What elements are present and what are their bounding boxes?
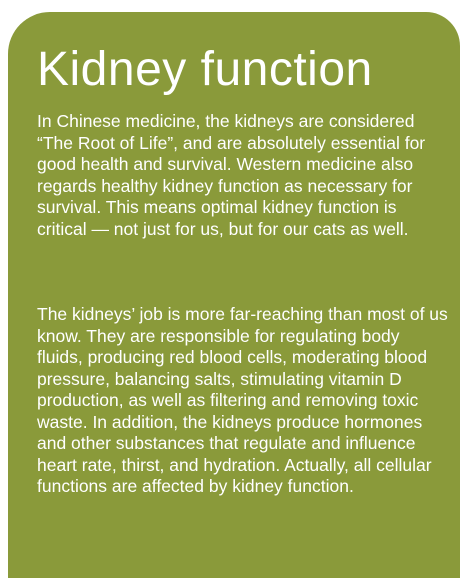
paragraph-kidney-jobs: The kidneys’ job is more far-reaching than most of us know. They are responsible for regulating body fluids, producing red blood cells, moderating blood pressure, balancing salts, stimulating vitamin D production, as well as filtering and removing toxic waste. In addition, the kidneys produce hormones and other substances that regulate and influence heart rate, thirst, and hydration. Actually, all cellular functions are affected by kidney function. <box>37 304 448 496</box>
paragraph-roots: In Chinese medicine, the kidneys are considered “The Root of Life”, and are absolutely essential for good health and survival. Western medicine also regards healthy kidney function as necessary for survival. This means optimal kidney function is critical — not just for us, but for our cats as well. <box>37 111 426 239</box>
sidebar-box <box>8 12 460 578</box>
box-title: Kidney function <box>37 43 373 96</box>
